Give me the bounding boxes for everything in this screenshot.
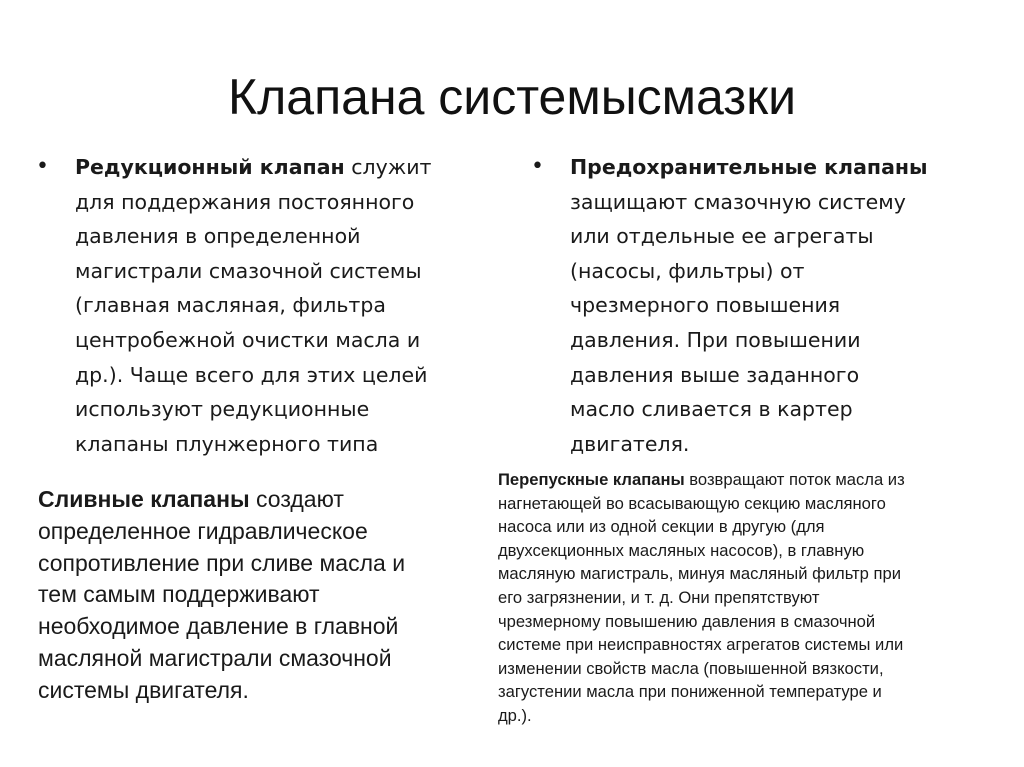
line-text: тем самым поддерживают bbox=[38, 581, 320, 608]
text-line bbox=[570, 427, 928, 462]
bullet-marker: • bbox=[531, 154, 544, 179]
text-line bbox=[570, 288, 928, 323]
line-text: др.). Чаще всего для этих целей bbox=[75, 362, 428, 387]
line-text: давления. При повышении bbox=[570, 327, 861, 352]
text-line bbox=[498, 562, 905, 586]
text-line bbox=[75, 254, 431, 289]
line-text: двигателя. bbox=[570, 431, 690, 456]
text-line bbox=[498, 586, 905, 610]
line-text: для поддержания постоянного bbox=[75, 189, 415, 214]
reduction-valve-paragraph bbox=[75, 150, 431, 461]
text-line bbox=[570, 150, 928, 185]
line-text: др.). bbox=[498, 705, 532, 725]
line-text: системы двигателя. bbox=[38, 676, 249, 703]
bold-term: Предохранительные клапаны bbox=[570, 155, 928, 179]
text-line bbox=[38, 548, 405, 580]
bullet-marker: • bbox=[36, 154, 49, 179]
bypass-valve-paragraph bbox=[498, 468, 905, 728]
line-text: возвращают поток масла из bbox=[684, 470, 905, 489]
text-line bbox=[570, 219, 928, 254]
line-text: центробежной очистки масла и bbox=[75, 327, 421, 352]
line-text: давления выше заданного bbox=[570, 362, 860, 387]
line-text: насоса или из одной секции в другую (для bbox=[498, 517, 825, 537]
text-line bbox=[75, 323, 431, 358]
text-line bbox=[570, 392, 928, 427]
line-text: используют редукционные bbox=[75, 397, 370, 422]
text-line bbox=[498, 633, 905, 657]
line-text: (насосы, фильтры) от bbox=[570, 258, 805, 283]
bold-term: Перепускные клапаны bbox=[498, 470, 685, 489]
line-text: необходимое давление в главной bbox=[38, 613, 399, 640]
line-text: двухсекционных масляных насосов), в главную bbox=[498, 540, 865, 560]
text-line bbox=[498, 492, 905, 516]
line-text: его загрязнении, и т. д. Они препятствуют bbox=[498, 587, 820, 607]
line-text: служит bbox=[344, 155, 432, 179]
text-line bbox=[75, 150, 431, 185]
text-line bbox=[498, 680, 905, 704]
text-line bbox=[570, 254, 928, 289]
line-text: масло сливается в картер bbox=[570, 397, 853, 422]
line-text: загустении масла при пониженной температуре и bbox=[498, 682, 882, 702]
line-text: защищают смазочную систему bbox=[570, 189, 906, 214]
text-line bbox=[570, 185, 928, 220]
line-text: магистрали смазочной системы bbox=[75, 258, 422, 283]
text-line bbox=[498, 610, 905, 634]
text-line bbox=[75, 358, 431, 393]
text-line bbox=[498, 468, 905, 492]
line-text: сопротивление при сливе масла и bbox=[38, 549, 406, 576]
text-line bbox=[38, 579, 405, 611]
safety-valve-paragraph bbox=[570, 150, 928, 461]
line-text: определенное гидравлическое bbox=[38, 517, 368, 544]
text-line bbox=[570, 323, 928, 358]
text-line bbox=[498, 539, 905, 563]
text-line bbox=[38, 643, 405, 675]
text-line bbox=[38, 611, 405, 643]
line-text: клапаны плунжерного типа bbox=[75, 431, 379, 456]
text-line bbox=[75, 185, 431, 220]
text-line bbox=[75, 219, 431, 254]
text-line bbox=[75, 288, 431, 323]
slide-title: Клапана системысмазки bbox=[227, 69, 797, 125]
drain-valve-paragraph bbox=[38, 484, 405, 707]
text-line bbox=[498, 657, 905, 681]
text-line bbox=[570, 358, 928, 393]
line-text: давления в определенной bbox=[75, 224, 361, 249]
line-text: создают bbox=[249, 486, 344, 512]
text-line bbox=[38, 675, 405, 707]
text-line bbox=[498, 515, 905, 539]
text-line bbox=[38, 516, 405, 548]
text-line bbox=[75, 392, 431, 427]
line-text: масляной магистрали смазочной bbox=[38, 644, 392, 671]
line-text: масляную магистраль, минуя масляный фильтр при bbox=[498, 564, 901, 584]
line-text: чрезмерному повышению давления в смазочной bbox=[498, 611, 876, 631]
line-text: нагнетающей во всасывающую секцию масляного bbox=[498, 493, 886, 513]
text-line bbox=[498, 704, 905, 728]
text-line bbox=[75, 427, 431, 462]
bold-term: Сливные клапаны bbox=[38, 486, 250, 512]
line-text: или отдельные ее агрегаты bbox=[570, 224, 874, 249]
line-text: изменении свойств масла (повышенной вязкости, bbox=[498, 658, 884, 678]
text-line bbox=[38, 484, 405, 516]
line-text: (главная масляная, фильтра bbox=[75, 293, 386, 318]
bold-term: Редукционный клапан bbox=[75, 155, 345, 179]
line-text: чрезмерного повышения bbox=[570, 293, 841, 318]
line-text: системе при неисправностях агрегатов системы или bbox=[498, 635, 904, 655]
